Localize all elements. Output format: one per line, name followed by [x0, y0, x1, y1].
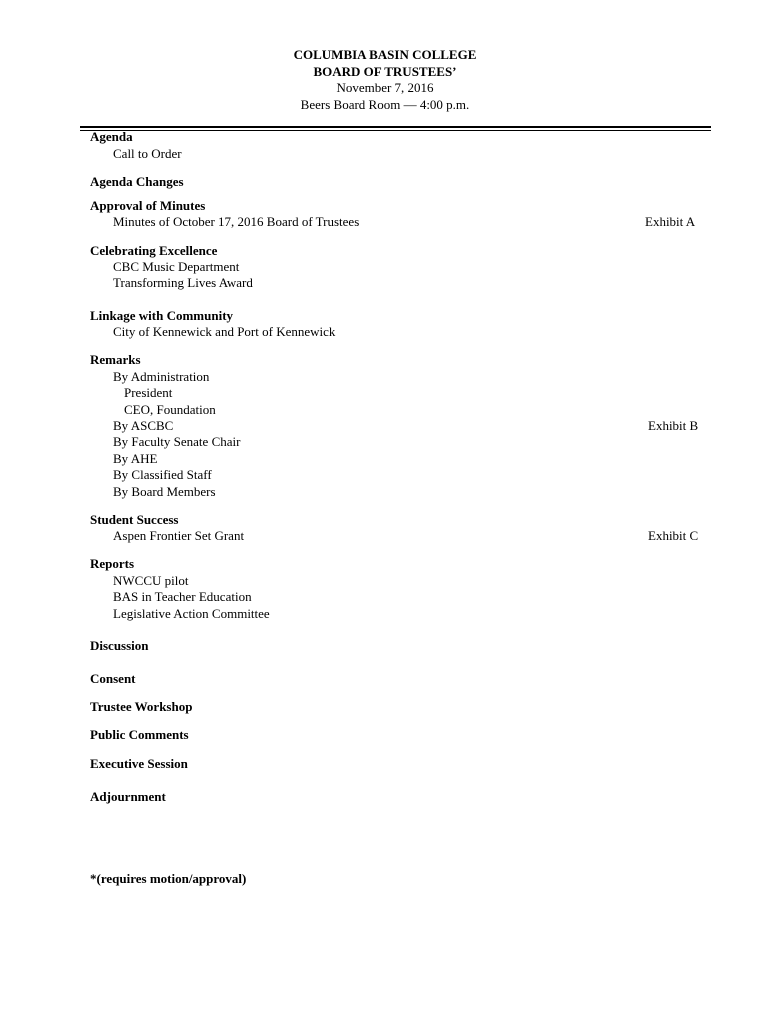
section-student-success-title: Student Success [90, 512, 179, 527]
meeting-location: Beers Board Room — 4:00 p.m. [300, 97, 470, 112]
board-title: BOARD OF TRUSTEES’ [313, 64, 457, 79]
remarks-item: By Administration [113, 369, 210, 384]
section-linkage-title: Linkage with Community [90, 308, 234, 323]
approval-item: Minutes of October 17, 2016 Board of Trustees [113, 214, 360, 229]
section-discussion-title: Discussion [90, 638, 149, 653]
student-success-item: Aspen Frontier Set Grant [113, 528, 245, 543]
header-rule-top [80, 126, 711, 128]
remarks-item: By ASCBC [113, 418, 174, 433]
section-approval-title: Approval of Minutes [90, 198, 206, 213]
exhibit-a-label: Exhibit A [645, 214, 696, 229]
section-celebrating-title: Celebrating Excellence [90, 243, 218, 258]
remarks-item: By AHE [113, 451, 158, 466]
college-name: COLUMBIA BASIN COLLEGE [293, 47, 477, 62]
agenda-item: Call to Order [113, 146, 182, 161]
remarks-subitem: President [124, 385, 173, 400]
section-public-comments-title: Public Comments [90, 727, 189, 742]
section-agenda-changes-title: Agenda Changes [90, 174, 184, 189]
section-consent-title: Consent [90, 671, 136, 686]
remarks-item: By Faculty Senate Chair [113, 434, 241, 449]
footnote: *(requires motion/approval) [90, 871, 247, 886]
exhibit-b-label: Exhibit B [648, 418, 699, 433]
meeting-date: November 7, 2016 [336, 80, 434, 95]
reports-item: BAS in Teacher Education [113, 589, 252, 604]
section-reports-title: Reports [90, 556, 135, 571]
reports-item: NWCCU pilot [113, 573, 189, 588]
section-agenda-title: Agenda [90, 129, 133, 144]
celebrating-item: Transforming Lives Award [113, 275, 253, 290]
celebrating-item: CBC Music Department [113, 259, 240, 274]
section-trustee-workshop-title: Trustee Workshop [90, 699, 193, 714]
reports-item: Legislative Action Committee [113, 606, 270, 621]
section-remarks-title: Remarks [90, 352, 141, 367]
linkage-item: City of Kennewick and Port of Kennewick [113, 324, 336, 339]
section-adjournment-title: Adjournment [90, 789, 166, 804]
exhibit-c-label: Exhibit C [648, 528, 699, 543]
header-rule-bottom [80, 130, 711, 131]
remarks-subitem: CEO, Foundation [124, 402, 216, 417]
section-executive-session-title: Executive Session [90, 756, 188, 771]
remarks-item: By Classified Staff [113, 467, 212, 482]
remarks-item: By Board Members [113, 484, 216, 499]
